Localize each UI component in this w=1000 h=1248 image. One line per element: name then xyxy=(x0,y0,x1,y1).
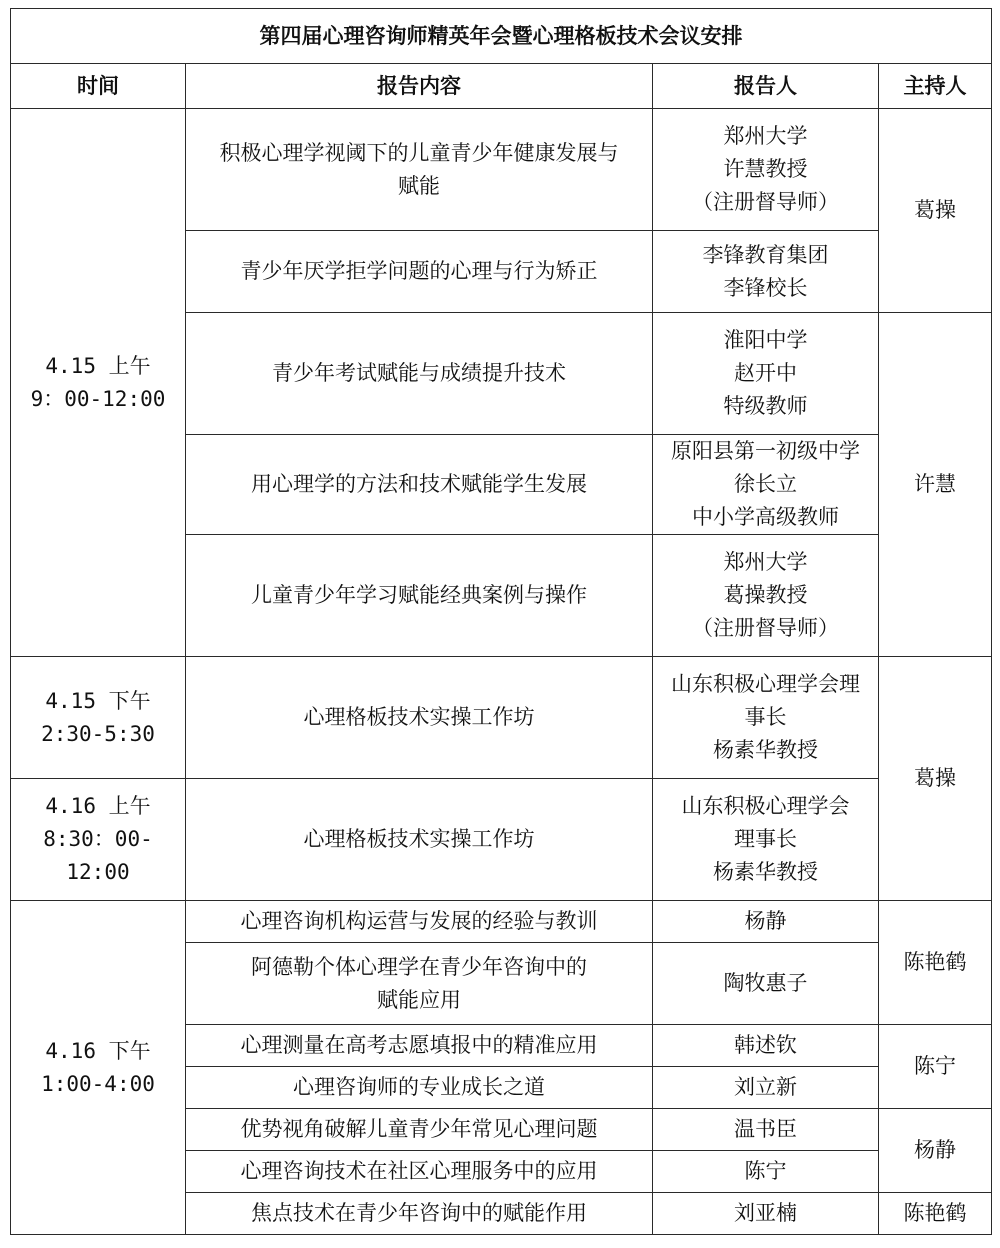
report-content: 青少年考试赋能与成绩提升技术 xyxy=(186,313,653,435)
speaker: 郑州大学 葛操教授 （注册督导师） xyxy=(653,535,879,657)
speaker: 陶牧惠子 xyxy=(653,943,879,1025)
report-content: 心理咨询机构运营与发展的经验与教训 xyxy=(186,901,653,943)
speaker: 刘亚楠 xyxy=(653,1193,879,1235)
header-content: 报告内容 xyxy=(186,64,653,109)
report-content: 用心理学的方法和技术赋能学生发展 xyxy=(186,435,653,535)
table-row xyxy=(11,901,992,943)
host: 葛操 xyxy=(879,109,992,313)
speaker: 原阳县第一初级中学 徐长立 中小学高级教师 xyxy=(653,435,879,535)
header-host: 主持人 xyxy=(879,64,992,109)
report-content: 积极心理学视阈下的儿童青少年健康发展与 赋能 xyxy=(186,109,653,231)
report-content: 阿德勒个体心理学在青少年咨询中的 赋能应用 xyxy=(186,943,653,1025)
speaker: 陈宁 xyxy=(653,1151,879,1193)
host: 陈宁 xyxy=(879,1025,992,1109)
header-time: 时间 xyxy=(11,64,186,109)
header-speaker: 报告人 xyxy=(653,64,879,109)
host: 许慧 xyxy=(879,313,992,657)
speaker: 杨静 xyxy=(653,901,879,943)
speaker: 李锋教育集团 李锋校长 xyxy=(653,231,879,313)
table-row xyxy=(11,779,992,901)
report-content: 心理格板技术实操工作坊 xyxy=(186,657,653,779)
session-time: 4.15 下午 2:30-5:30 xyxy=(11,657,186,779)
schedule-table xyxy=(10,8,992,1235)
session-time: 4.16 下午 1:00-4:00 xyxy=(11,901,186,1235)
host: 陈艳鹤 xyxy=(879,901,992,1025)
table-row xyxy=(11,109,992,231)
report-content: 心理咨询师的专业成长之道 xyxy=(186,1067,653,1109)
speaker: 山东积极心理学会 理事长 杨素华教授 xyxy=(653,779,879,901)
speaker: 韩述钦 xyxy=(653,1025,879,1067)
report-content: 青少年厌学拒学问题的心理与行为矫正 xyxy=(186,231,653,313)
speaker: 刘立新 xyxy=(653,1067,879,1109)
speaker: 山东积极心理学会理 事长 杨素华教授 xyxy=(653,657,879,779)
report-content: 心理咨询技术在社区心理服务中的应用 xyxy=(186,1151,653,1193)
speaker: 郑州大学 许慧教授 （注册督导师） xyxy=(653,109,879,231)
session-time: 4.16 上午 8:30：00-12:00 xyxy=(11,779,186,901)
speaker: 温书臣 xyxy=(653,1109,879,1151)
report-content: 优势视角破解儿童青少年常见心理问题 xyxy=(186,1109,653,1151)
report-content: 儿童青少年学习赋能经典案例与操作 xyxy=(186,535,653,657)
speaker: 淮阳中学 赵开中 特级教师 xyxy=(653,313,879,435)
table-row xyxy=(11,657,992,779)
host: 陈艳鹤 xyxy=(879,1193,992,1235)
report-content: 焦点技术在青少年咨询中的赋能作用 xyxy=(186,1193,653,1235)
host: 葛操 xyxy=(879,657,992,901)
table-title: 第四届心理咨询师精英年会暨心理格板技术会议安排 xyxy=(11,9,992,64)
report-content: 心理测量在高考志愿填报中的精准应用 xyxy=(186,1025,653,1067)
report-content: 心理格板技术实操工作坊 xyxy=(186,779,653,901)
host: 杨静 xyxy=(879,1109,992,1193)
session-time: 4.15 上午 9：00-12:00 xyxy=(11,109,186,657)
